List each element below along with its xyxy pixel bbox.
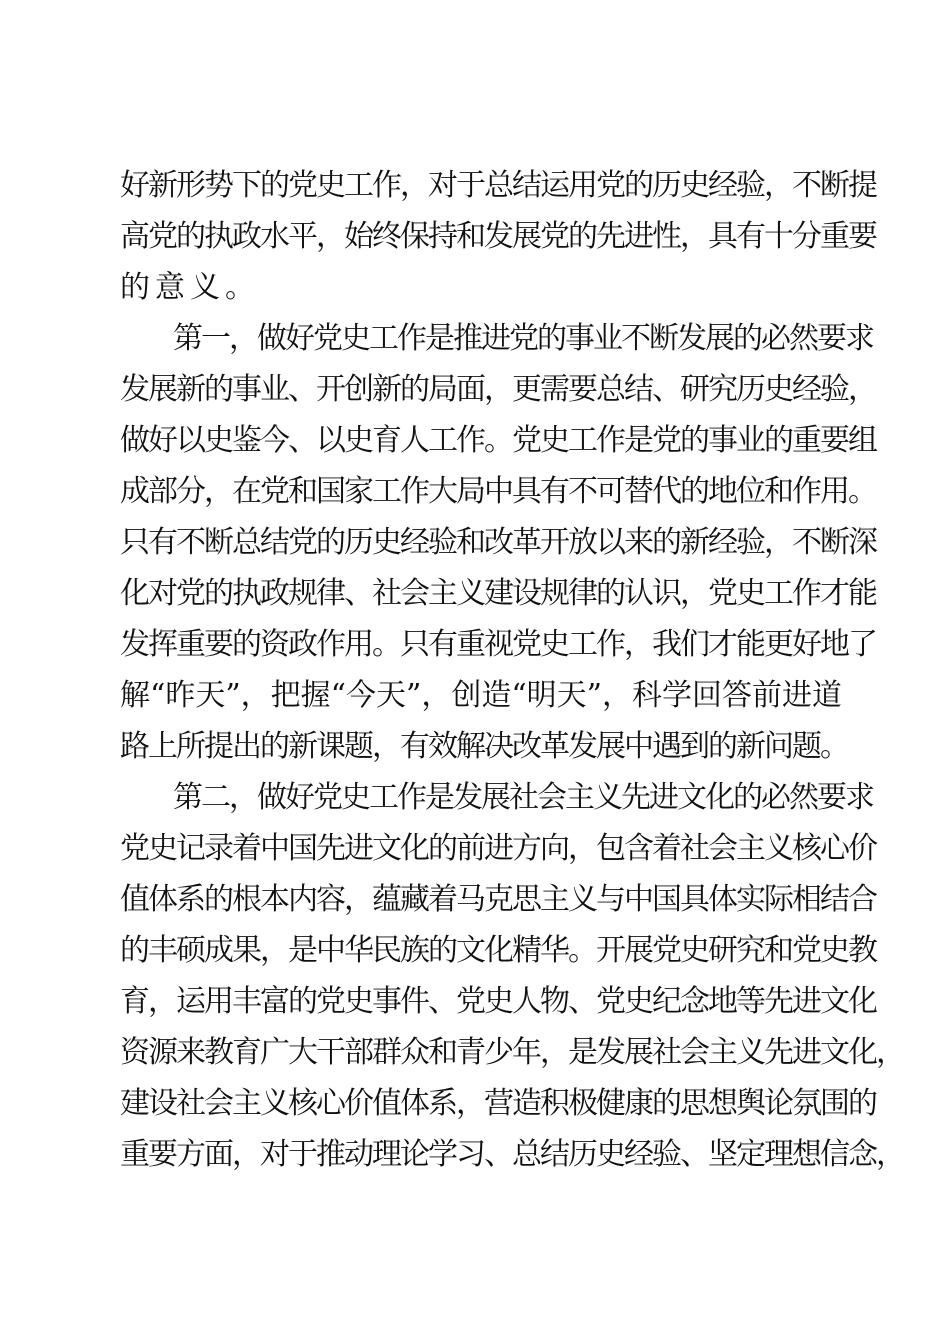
text-line: 的丰硕成果，是中华民族的文化精华。开展党史研究和党史教 [120, 933, 876, 968]
text-line: 发展新的事业、开创新的局面，更需要总结、研究历史经验， [120, 372, 876, 407]
text-line: 成部分，在党和国家工作大局中具有不可替代的地位和作用。 [120, 474, 876, 509]
text-line: 做好以史鉴今、以史育人工作。党史工作是党的事业的重要组 [120, 423, 876, 458]
text-line: 重要方面，对于推动理论学习、总结历史经验、坚定理想信念， [120, 1137, 904, 1172]
text-line: 解“昨天”，把握“今天”，创造“明天”，科学回答前进道 [120, 678, 843, 713]
text-line: 发挥重要的资政作用。只有重视党史工作，我们才能更好地了 [120, 627, 876, 662]
text-line: 资源来教育广大干部群众和青少年，是发展社会主义先进文化， [120, 1035, 904, 1070]
text-line: 好新形势下的党史工作，对于总结运用党的历史经验，不断提 [120, 168, 876, 203]
text-line: 高党的执政水平，始终保持和发展党的先进性，具有十分重要 [120, 219, 876, 254]
section-heading-2: 第二，做好党史工作是发展社会主义先进文化的必然要求 [173, 780, 873, 815]
text-line: 只有不断总结党的历史经验和改革开放以来的新经验，不断深 [120, 525, 876, 560]
text-line: 建设社会主义核心价值体系，营造积极健康的思想舆论氛围的 [120, 1086, 876, 1121]
text-line: 化对党的执政规律、社会主义建设规律的认识，党史工作才能 [120, 576, 876, 611]
section-heading-1: 第一，做好党史工作是推进党的事业不断发展的必然要求 [173, 321, 873, 356]
text-line: 路上所提出的新课题，有效解决改革发展中遇到的新问题。 [120, 729, 848, 764]
text-line: 值体系的根本内容，蕴藏着马克思主义与中国具体实际相结合 [120, 882, 876, 917]
text-line: 的意义。 [120, 270, 260, 305]
text-line: 党史记录着中国先进文化的前进方向，包含着社会主义核心价 [120, 831, 876, 866]
text-line: 育，运用丰富的党史事件、党史人物、党史纪念地等先进文化 [120, 984, 876, 1019]
